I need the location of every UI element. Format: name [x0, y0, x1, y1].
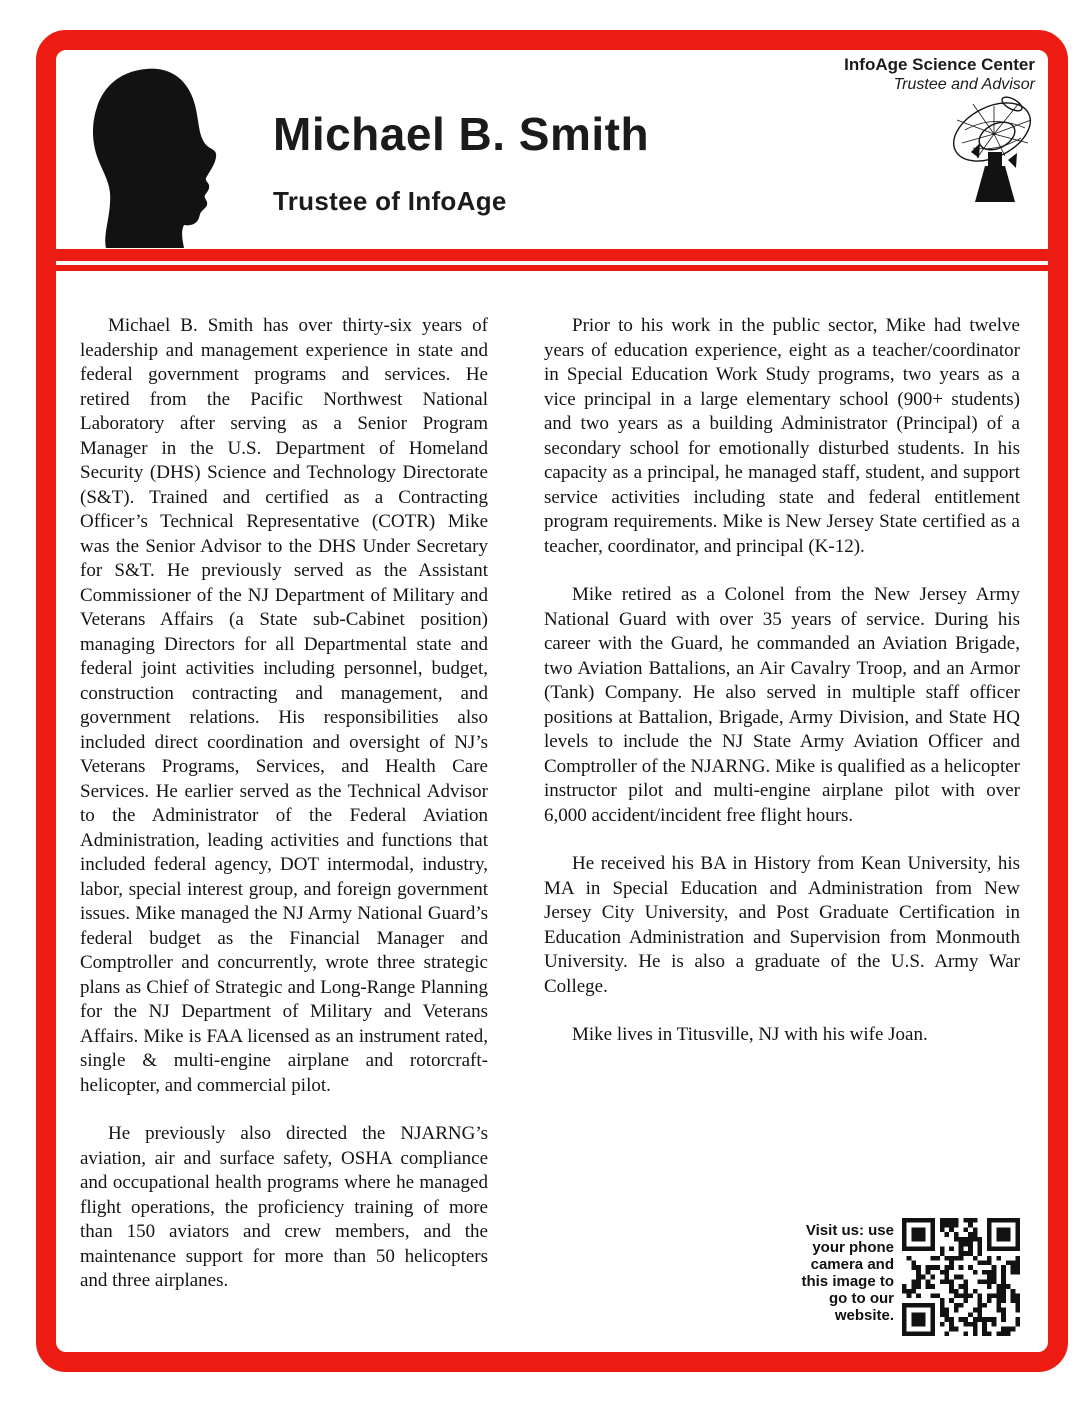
qr-caption: Visit us: use your phone camera and this image to go to our website. — [801, 1222, 894, 1324]
qr-block — [794, 1218, 1020, 1336]
bio-body — [80, 314, 1020, 1318]
bio-paragraph-degrees: He received his BA in History from Kean University, his MA in Special Education and Administration from New Jersey City University, and Post Graduate Certification in Education Administration and Supervision from Monmouth University. He is also a graduate of the U.S. Army War College. — [544, 853, 1020, 997]
bio-paragraph-residence: Mike lives in Titusville, NJ with his wife Joan. — [572, 1024, 928, 1045]
org-role: Trustee and Advisor — [893, 76, 1035, 94]
org-name: InfoAge Science Center — [844, 55, 1035, 74]
page-subtitle: Trustee of InfoAge — [273, 186, 507, 216]
header-separator-thick — [56, 249, 1048, 261]
left-column — [80, 314, 488, 1318]
bio-paragraph-education-career: Prior to his work in the public sector, Mike had twelve years of education experience, eight as a teacher/coordinator in Special Education Work Study programs, two years as a vice principal in a large elementary school (900+ students) and two years as a building Administrator (Principal) of a secondary school for emotionally disturbed students. In his capacity as a principal, he managed staff, student, and support service activities including state and federal entitlement program requirements. Mike is New Jersey State certified as a teacher, coordinator, and principal (K-12). — [544, 315, 1020, 557]
bio-paragraph-career: Michael B. Smith has over thirty-six years of leadership and management experience in state and federal government programs and services. He retired from the Pacific Northwest National Laboratory after serving as a Senior Program Manager in the U.S. Department of Homeland Security (DHS) Science and Technology Directorate (S&T). Trained and certified as a Contracting Officer’s Technical Representative (COTR) Mike was the Senior Advisor to the DHS Under Secretary for S&T. He previously served as the Assistant Commissioner of the NJ Department of Military and Veterans Affairs (a State sub-Cabinet position) managing Directors for all Departmental state and federal joint activities including personnel, budget, construction contracting and management, and government relations. His responsibilities also included direct coordination and oversight of NJ’s Veterans Programs, Services, and Health Care Services. He earlier served as the Technical Advisor to the Administrator of the Federal Aviation Administration, leading activities and functions that included federal agency, DOT intermodal, industry, labor, special interest group, and foreign government issues. Mike managed the NJ Army National Guard’s federal budget as the Financial Manager and Comptroller and concurrently, wrote three strategic plans as Chief of Strategic and Long-Range Planning for the NJ Department of Military and Veterans Affairs. Mike is FAA licensed as an instrument rated, single & multi-engine airplane and rotorcraft- helicopter, and commercial pilot. — [80, 315, 488, 1096]
radar-dish-icon — [945, 90, 1045, 206]
bio-paragraph-military: Mike retired as a Colonel from the New Jersey Army National Guard with over 35 years of service. During his career with the Guard, he commanded an Aviation Brigade, two Aviation Battalions, an Air Cavalry Troop, and an Armor (Tank) Company. He also served in multiple staff officer positions at Battalion, Brigade, Army Division, and State HQ levels to include the NJ State Army Aviation Officer and Comptroller of the NJARNG. Mike is qualified as a helicopter instructor pilot and multi-engine airplane pilot with over 6,000 accident/incident free flight hours. — [544, 584, 1020, 826]
right-column — [544, 314, 1020, 1318]
male-profile-silhouette-icon — [85, 68, 237, 248]
page-title: Michael B. Smith — [273, 108, 650, 160]
qr-code — [902, 1218, 1020, 1336]
bio-paragraph-njarng-programs: He previously also directed the NJARNG’s aviation, air and surface safety, OSHA compliance and occupational health programs where he managed flight operations, the proficiency training of more than 150 aviators and crew members, and the maintenance support for more than 50 helicopters and three airplanes. — [80, 1123, 488, 1291]
header-separator-thin — [56, 265, 1048, 271]
red-border-frame — [36, 30, 1068, 1372]
